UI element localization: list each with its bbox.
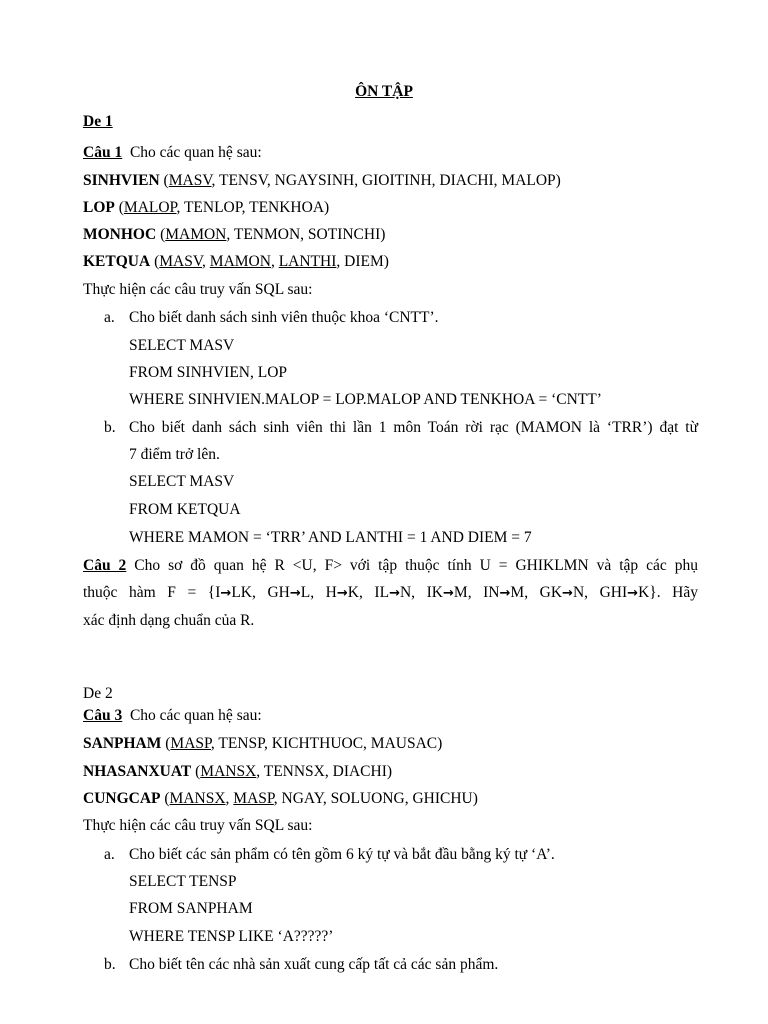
- primary-key: MASV: [159, 253, 203, 270]
- question-2-line3: xác định dạng chuẩn của R.: [83, 612, 255, 629]
- relation-sanpham: SANPHAM (MASP, TENSP, KICHTHUOC, MAUSAC): [83, 735, 443, 752]
- fd-rhs: N: [399, 584, 412, 601]
- question-label: Câu 2: [83, 557, 127, 574]
- relation-attributes: , TENSP, KICHTHUOC, MAUSAC): [210, 735, 443, 752]
- sql-line: FROM SANPHAM: [129, 900, 253, 917]
- primary-key: MASP: [233, 790, 274, 807]
- relation-cungcap: CUNGCAP (MANSX, MASP, NGAY, SOLUONG, GHICHU): [83, 790, 478, 807]
- relation-name: NHASANXUAT: [83, 763, 192, 780]
- relation-attributes: , NGAY, SOLUONG, GHICHU): [273, 790, 478, 807]
- relation-attributes: , TENMON, SOTINCHI): [226, 226, 386, 243]
- question-text: Cho sơ đồ quan hệ R <U, F> với tập thuộc tính U = GHIKLMN và tập các phụ: [134, 557, 698, 574]
- right-arrow-icon: →: [389, 586, 400, 601]
- fd-lhs: H: [325, 584, 337, 601]
- fd-rhs: L: [300, 584, 311, 601]
- fd-lhs: GH: [267, 584, 290, 601]
- page-title: ÔN TẬP: [355, 83, 413, 100]
- primary-key: MALOP: [123, 199, 177, 216]
- question-text: Cho các quan hệ sau:: [129, 144, 262, 161]
- question-1-intro: [83, 143, 262, 163]
- question-label: Câu 3: [83, 707, 123, 724]
- fd-lhs: IK: [426, 584, 443, 601]
- relation-name: SANPHAM: [83, 735, 162, 752]
- sub-question-text: Cho biết tên các nhà sản xuất cung cấp tất cả các sản phẩm.: [129, 956, 499, 973]
- list-marker: a.: [104, 309, 115, 326]
- relation-name: CUNGCAP: [83, 790, 161, 807]
- right-arrow-icon: →: [289, 586, 301, 601]
- fd-lhs: IN: [483, 584, 500, 601]
- primary-key: MASP: [170, 735, 211, 752]
- sql-line: SELECT TENSP: [129, 873, 237, 890]
- list-marker: b.: [104, 419, 116, 436]
- list-marker: a.: [104, 846, 115, 863]
- primary-key: LANTHI: [278, 253, 337, 270]
- question-text: Cho các quan hệ sau:: [129, 707, 262, 724]
- right-arrow-icon: →: [442, 586, 454, 601]
- fd-lhs: GK: [539, 584, 563, 601]
- fd-lhs: I: [215, 584, 221, 601]
- sql-line: SELECT MASV: [129, 473, 235, 490]
- question-label: Câu 1: [83, 144, 123, 161]
- sub-question-text: Cho biết danh sách sinh viên thuộc khoa ‘CNTT’.: [129, 309, 439, 326]
- fd-prefix: thuộc hàm F = {: [83, 584, 216, 601]
- relation-attributes: , TENNSX, DIACHI): [256, 763, 393, 780]
- fd-rhs: LK: [231, 584, 252, 601]
- relation-name: LOP: [83, 199, 115, 216]
- primary-key: MASV: [168, 172, 212, 189]
- sql-line: SELECT MASV: [129, 337, 235, 354]
- relation-ketqua: KETQUA (MASV, MAMON, LANTHI, DIEM): [83, 253, 389, 270]
- sql-line: FROM SINHVIEN, LOP: [129, 364, 288, 381]
- list-marker: b.: [104, 956, 116, 973]
- question-3-intro: [83, 706, 262, 726]
- sub-question-text-cont: 7 điểm trở lên.: [129, 446, 220, 463]
- relation-monhoc: MONHOC (MAMON, TENMON, SOTINCHI): [83, 226, 386, 243]
- relation-name: SINHVIEN: [83, 172, 160, 189]
- exam-heading-de1: De 1: [83, 113, 113, 130]
- task-instruction: Thực hiện các câu truy vấn SQL sau:: [83, 817, 313, 834]
- question-2-line1: [83, 556, 698, 576]
- fd-rhs: N: [572, 584, 585, 601]
- right-arrow-icon: →: [220, 586, 232, 601]
- relation-name: MONHOC: [83, 226, 157, 243]
- relation-attributes: , TENSV, NGAYSINH, GIOITINH, DIACHI, MALOP): [211, 172, 561, 189]
- relation-attributes: , DIEM): [336, 253, 389, 270]
- task-instruction: Thực hiện các câu truy vấn SQL sau:: [83, 281, 313, 298]
- fd-rhs: K: [638, 584, 650, 601]
- right-arrow-icon: →: [562, 586, 573, 601]
- relation-attributes: , TENLOP, TENKHOA): [176, 199, 330, 216]
- fd-lhs: IL: [374, 584, 390, 601]
- sub-question-text: Cho biết các sản phẩm có tên gồm 6 ký tự và bắt đầu bằng ký tự ‘A’.: [129, 846, 555, 863]
- primary-key: MANSX: [169, 790, 226, 807]
- sql-line: WHERE TENSP LIKE ‘A?????’: [129, 928, 334, 945]
- sub-question-text: Cho biết danh sách sinh viên thi lần 1 môn Toán rời rạc (MAMON là ‘TRR’) đạt từ: [129, 419, 698, 436]
- relation-nhasanxuat: NHASANXUAT (MANSX, TENNSX, DIACHI): [83, 763, 393, 780]
- question-2-dependencies: thuộc hàm F = {I→LK, GH→L, H→K, IL→N, IK→M, IN→M, GK→N, GHI→K}. Hãy: [83, 584, 698, 601]
- fd-rhs: M: [453, 584, 468, 601]
- primary-key: MANSX: [200, 763, 257, 780]
- right-arrow-icon: →: [499, 586, 511, 601]
- right-arrow-icon: →: [627, 586, 639, 601]
- relation-sinhvien: SINHVIEN (MASV, TENSV, NGAYSINH, GIOITINH, DIACHI, MALOP): [83, 172, 561, 189]
- fd-rhs: K: [347, 584, 359, 601]
- sql-line: WHERE MAMON = ‘TRR’ AND LANTHI = 1 AND DIEM = 7: [129, 529, 532, 546]
- sql-line: WHERE SINHVIEN.MALOP = LOP.MALOP AND TENKHOA = ‘CNTT’: [129, 391, 602, 408]
- sql-line: FROM KETQUA: [129, 501, 241, 518]
- primary-key: MAMON: [165, 226, 227, 243]
- right-arrow-icon: →: [336, 586, 348, 601]
- primary-key: MAMON: [209, 253, 271, 270]
- exam-heading-de2: De 2: [83, 685, 113, 702]
- relation-name: KETQUA: [83, 253, 151, 270]
- fd-rhs: M: [510, 584, 525, 601]
- relation-lop: LOP (MALOP, TENLOP, TENKHOA): [83, 199, 330, 216]
- fd-suffix: }. Hãy: [649, 584, 698, 601]
- fd-lhs: GHI: [599, 584, 628, 601]
